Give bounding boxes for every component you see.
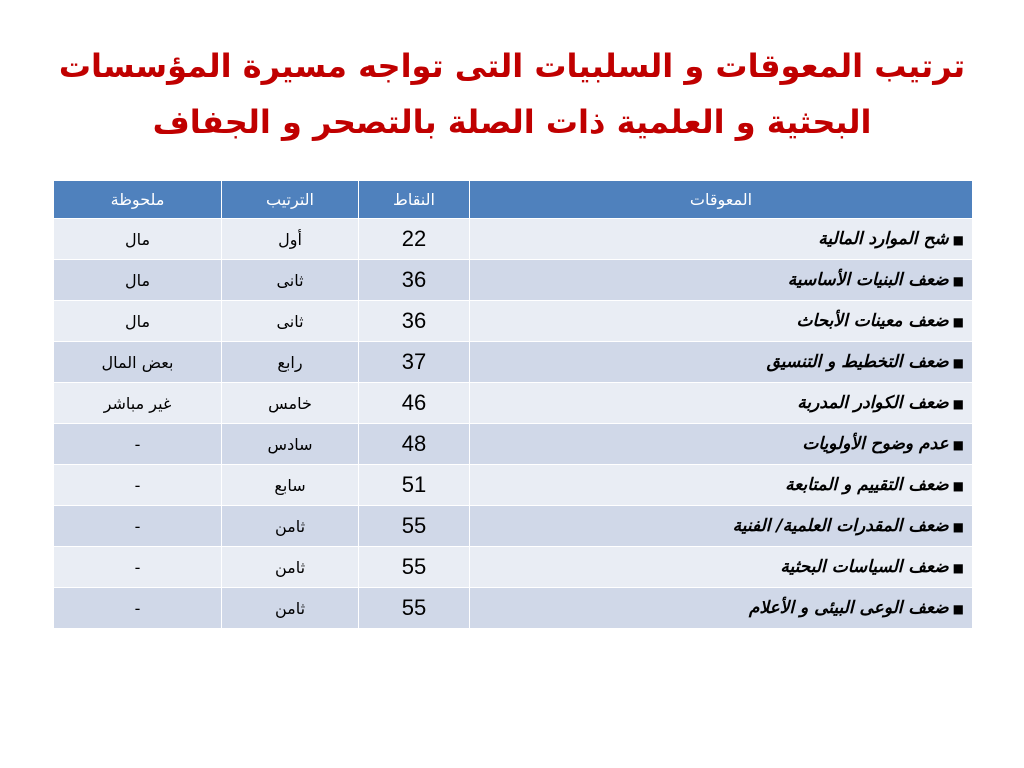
points-cell: 46 xyxy=(359,383,470,424)
obstacle-text: شح الموارد المالية xyxy=(818,229,949,249)
points-cell: 51 xyxy=(359,465,470,506)
obstacle-text: ضعف السياسات البحثية xyxy=(780,557,949,577)
points-cell: 55 xyxy=(359,547,470,588)
note-cell: - xyxy=(54,506,222,547)
rank-cell: رابع xyxy=(222,342,359,383)
points-cell: 55 xyxy=(359,588,470,629)
header-obstacles: المعوقات xyxy=(470,181,973,219)
slide-title-line-1: ترتيب المعوقات و السلبيات التى تواجه مسيرة المؤسسات xyxy=(58,47,966,85)
bullet-icon: ■ xyxy=(952,520,964,534)
note-cell: مال xyxy=(54,260,222,301)
obstacle-text: ضعف التخطيط و التنسيق xyxy=(766,352,949,372)
bullet-icon: ■ xyxy=(952,479,964,493)
points-cell: 37 xyxy=(359,342,470,383)
rank-cell: ثانى xyxy=(222,260,359,301)
bullet-icon: ■ xyxy=(952,397,964,411)
obstacle-cell xyxy=(470,588,973,629)
table-row-3 xyxy=(54,301,973,342)
obstacles-table xyxy=(53,180,973,629)
bullet-icon: ■ xyxy=(952,561,964,575)
obstacle-cell xyxy=(470,506,973,547)
note-cell: - xyxy=(54,588,222,629)
bullet-icon: ■ xyxy=(952,233,964,247)
table-row-8 xyxy=(54,506,973,547)
table-row-4 xyxy=(54,342,973,383)
points-cell: 22 xyxy=(359,219,470,260)
obstacle-text: ضعف معينات الأبحاث xyxy=(796,311,949,331)
obstacle-cell xyxy=(470,465,973,506)
slide-title xyxy=(40,38,984,150)
obstacle-cell xyxy=(470,219,973,260)
obstacle-cell xyxy=(470,301,973,342)
points-cell: 48 xyxy=(359,424,470,465)
points-cell: 36 xyxy=(359,301,470,342)
note-cell: غير مباشر xyxy=(54,383,222,424)
obstacles-table-container xyxy=(53,180,972,629)
header-note: ملحوظة xyxy=(54,181,222,219)
rank-cell: ثانى xyxy=(222,301,359,342)
obstacle-cell xyxy=(470,383,973,424)
points-cell: 55 xyxy=(359,506,470,547)
obstacle-text: ضعف التقييم و المتابعة xyxy=(785,475,949,495)
slide-title-line-2: البحثية و العلمية ذات الصلة بالتصحر و الجفاف xyxy=(152,103,872,141)
obstacle-cell xyxy=(470,547,973,588)
table-row-7 xyxy=(54,465,973,506)
table-row-10 xyxy=(54,588,973,629)
note-cell: بعض المال xyxy=(54,342,222,383)
rank-cell: ثامن xyxy=(222,588,359,629)
note-cell: مال xyxy=(54,219,222,260)
bullet-icon: ■ xyxy=(952,274,964,288)
bullet-icon: ■ xyxy=(952,315,964,329)
rank-cell: أول xyxy=(222,219,359,260)
table-row-5 xyxy=(54,383,973,424)
note-cell: مال xyxy=(54,301,222,342)
table-row-9 xyxy=(54,547,973,588)
rank-cell: سابع xyxy=(222,465,359,506)
table-row-1 xyxy=(54,219,973,260)
rank-cell: خامس xyxy=(222,383,359,424)
table-body xyxy=(54,219,973,629)
obstacle-cell xyxy=(470,260,973,301)
rank-cell: ثامن xyxy=(222,547,359,588)
table-row-6 xyxy=(54,424,973,465)
obstacle-text: ضعف البنيات الأساسية xyxy=(787,270,949,290)
note-cell: - xyxy=(54,465,222,506)
rank-cell: سادس xyxy=(222,424,359,465)
table-row-2 xyxy=(54,260,973,301)
obstacle-text: ضعف الكوادر المدربة xyxy=(797,393,949,413)
note-cell: - xyxy=(54,424,222,465)
note-cell: - xyxy=(54,547,222,588)
bullet-icon: ■ xyxy=(952,356,964,370)
header-points: النقاط xyxy=(359,181,470,219)
table-header-row xyxy=(54,181,973,219)
header-rank: الترتيب xyxy=(222,181,359,219)
points-cell: 36 xyxy=(359,260,470,301)
bullet-icon: ■ xyxy=(952,602,964,616)
obstacle-text: ضعف المقدرات العلمية/ الفنية xyxy=(732,516,949,536)
obstacle-cell xyxy=(470,424,973,465)
bullet-icon: ■ xyxy=(952,438,964,452)
obstacle-text: ضعف الوعى البيئى و الأعلام xyxy=(748,598,949,618)
obstacle-text: عدم وضوح الأولويات xyxy=(802,434,949,454)
rank-cell: ثامن xyxy=(222,506,359,547)
obstacle-cell xyxy=(470,342,973,383)
